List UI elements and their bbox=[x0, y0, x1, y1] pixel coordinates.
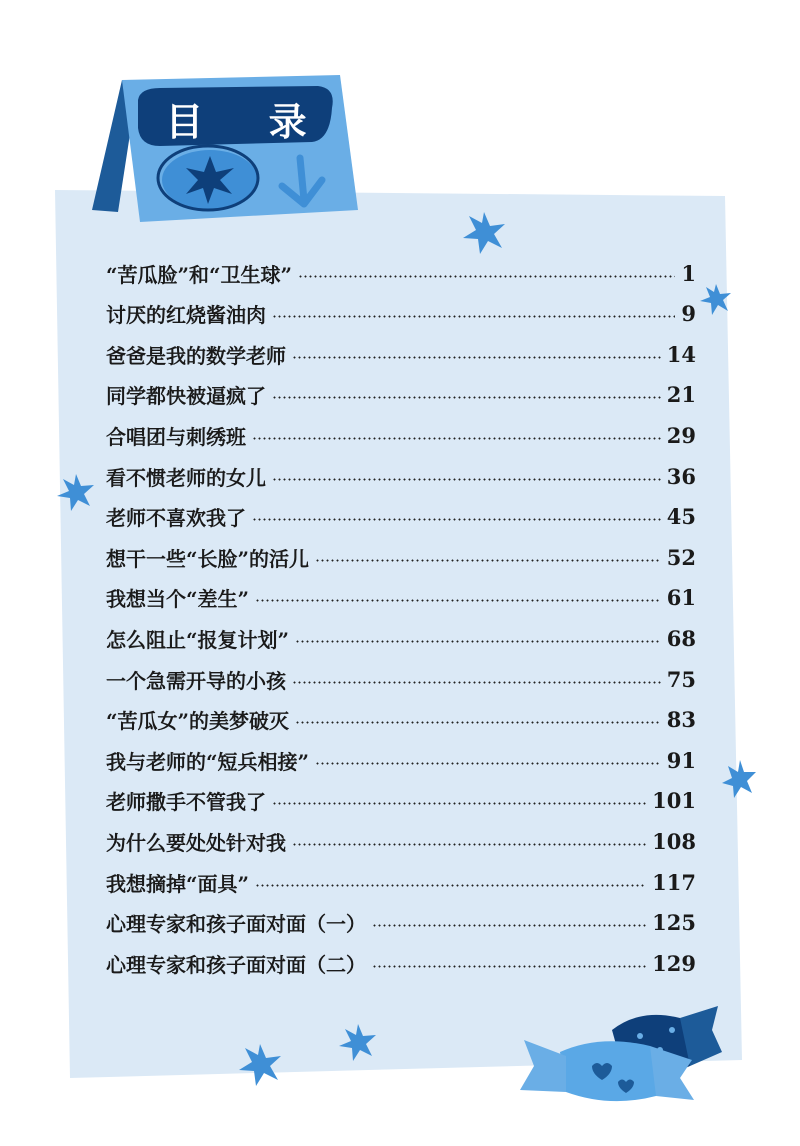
toc-entry-page: 68 bbox=[666, 625, 696, 651]
dot-leader bbox=[298, 275, 675, 278]
dot-leader bbox=[272, 478, 661, 481]
toc-entry-title: 讨厌的红烧酱油肉 bbox=[106, 303, 266, 328]
toc-entry-title: 怎么阻止“报复计划” bbox=[106, 627, 290, 652]
dot-leader bbox=[292, 681, 661, 684]
toc-entry-page: 1 bbox=[681, 260, 696, 286]
toc-entry-page: 117 bbox=[652, 869, 696, 895]
toc-entry[interactable] bbox=[106, 906, 696, 940]
toc-entry-title: 同学都快被逼疯了 bbox=[106, 384, 266, 409]
toc-entry-page: 21 bbox=[666, 382, 696, 408]
toc-entry-title: 看不惯老师的女儿 bbox=[106, 465, 266, 490]
toc-entry-page: 83 bbox=[666, 707, 696, 733]
toc-entry[interactable] bbox=[106, 297, 696, 331]
dot-leader bbox=[252, 437, 661, 440]
dot-leader bbox=[272, 315, 675, 318]
toc-entry[interactable] bbox=[106, 256, 696, 290]
dot-leader bbox=[252, 518, 661, 521]
toc-entry-title: 合唱团与刺绣班 bbox=[106, 424, 246, 449]
toc-entry-page: 101 bbox=[652, 788, 696, 814]
toc-entry[interactable] bbox=[106, 824, 696, 858]
dot-leader bbox=[272, 802, 646, 805]
toc-entry-title: 老师不喜欢我了 bbox=[106, 506, 246, 531]
toc-entry[interactable] bbox=[106, 703, 696, 737]
toc-entry-title: 爸爸是我的数学老师 bbox=[106, 343, 286, 368]
toc-entry-title: 心理专家和孩子面对面（二） bbox=[106, 952, 366, 977]
toc-entry-title: 我与老师的“短兵相接” bbox=[106, 749, 310, 774]
toc-entry[interactable] bbox=[106, 337, 696, 371]
toc-entry-title: 心理专家和孩子面对面（一） bbox=[106, 912, 366, 937]
toc-entry-page: 29 bbox=[666, 422, 696, 448]
toc-entry-title: 我想摘掉“面具” bbox=[106, 871, 250, 896]
dot-leader bbox=[315, 559, 661, 562]
toc-entry-page: 9 bbox=[681, 301, 696, 327]
toc-entry[interactable] bbox=[106, 378, 696, 412]
toc-entry[interactable] bbox=[106, 459, 696, 493]
toc-entry-page: 75 bbox=[666, 666, 696, 692]
toc-entry-page: 129 bbox=[652, 950, 696, 976]
toc-entry-page: 108 bbox=[652, 828, 696, 854]
toc-entry-page: 45 bbox=[666, 504, 696, 530]
toc-entry-page: 14 bbox=[666, 341, 696, 367]
dot-leader bbox=[255, 884, 646, 887]
toc-entry[interactable] bbox=[106, 540, 696, 574]
toc-entry[interactable] bbox=[106, 743, 696, 777]
dot-leader bbox=[315, 762, 661, 765]
toc-entry-page: 36 bbox=[666, 463, 696, 489]
toc-entry-page: 91 bbox=[666, 747, 696, 773]
dot-leader bbox=[372, 965, 646, 968]
toc-entry[interactable] bbox=[106, 865, 696, 899]
toc-entry[interactable] bbox=[106, 621, 696, 655]
dot-leader bbox=[295, 640, 661, 643]
toc-entry[interactable] bbox=[106, 581, 696, 615]
dot-leader bbox=[372, 924, 646, 927]
toc-entry-title: 我想当个“差生” bbox=[106, 587, 250, 612]
toc-entry[interactable] bbox=[106, 946, 696, 980]
toc-entry-title: 老师撒手不管我了 bbox=[106, 790, 266, 815]
dot-leader bbox=[272, 396, 661, 399]
toc-entry-page: 61 bbox=[666, 585, 696, 611]
toc-entry-title: “苦瓜女”的美梦破灭 bbox=[106, 709, 290, 734]
toc-entry-title: 一个急需开导的小孩 bbox=[106, 668, 286, 693]
toc-entry-page: 52 bbox=[666, 544, 696, 570]
toc-entry-page: 125 bbox=[652, 910, 696, 936]
toc-entry-title: 想干一些“长脸”的活儿 bbox=[106, 546, 310, 571]
toc-entry-title: “苦瓜脸”和“卫生球” bbox=[106, 262, 293, 287]
dot-leader bbox=[295, 721, 661, 724]
toc-entry-title: 为什么要处处针对我 bbox=[106, 830, 286, 855]
page-title: 目 录 bbox=[165, 100, 333, 144]
dot-leader bbox=[292, 843, 646, 846]
toc-entry[interactable] bbox=[106, 784, 696, 818]
toc-entry[interactable] bbox=[106, 500, 696, 534]
dot-leader bbox=[292, 356, 661, 359]
toc-entry[interactable] bbox=[106, 662, 696, 696]
dot-leader bbox=[255, 599, 661, 602]
toc-entry[interactable] bbox=[106, 418, 696, 452]
star-circle-icon bbox=[158, 146, 258, 210]
